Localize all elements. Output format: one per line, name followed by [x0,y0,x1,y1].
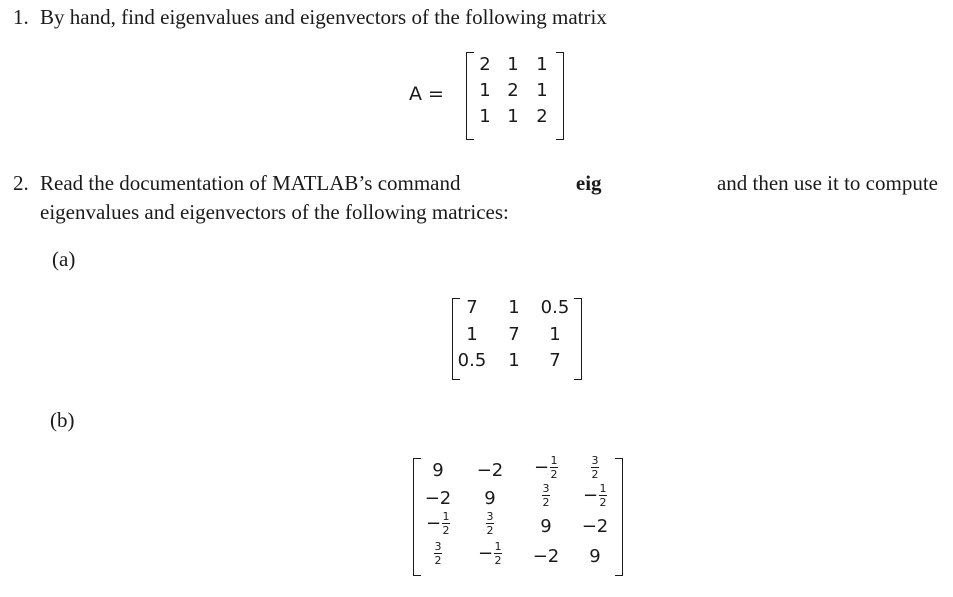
matrix-cell: 0.5 [457,350,487,371]
problem-2-line-1 [40,170,938,196]
matrix-cell: − 1 2 [425,510,450,537]
matrix-cell: 2 [536,106,548,127]
matrix-cell: 1 [507,54,519,75]
matrix-cell: −2 [424,488,452,509]
left-bracket [413,458,421,576]
left-bracket [466,52,474,140]
matrix-cell: 3 2 [486,510,494,537]
matrix-cell: 2 [507,80,519,101]
matrix-cell: 1 [479,80,491,101]
matrix-cell: 7 [549,350,561,371]
problem-1-number: 1. [13,5,29,29]
right-bracket [574,298,582,380]
right-bracket [615,458,623,576]
matrix-cell: 1 [536,80,548,101]
matrix-cell: 3 2 [434,540,442,567]
matrix-cell: 1 [536,54,548,75]
matrix-cell: −2 [476,460,504,481]
matrix-cell: 9 [484,488,496,509]
eig-command: eig [575,171,602,195]
matrix-cell: − 1 2 [533,454,558,481]
matrix-cell: − 1 2 [582,482,607,509]
problem-1-text: By hand, find eigenvalues and eigenvectors of the following matrix [40,5,607,29]
matrix-cell: 1 [549,324,561,345]
matrix-cell: 1 [507,106,519,127]
matrix-cell: 9 [589,546,601,567]
problem-2-number: 2. [13,171,29,195]
matrix-cell: 7 [508,324,520,345]
matrix-cell: 3 2 [542,482,550,509]
problem-2-line-1-pre: Read the documentation of MATLAB’s command [40,171,461,195]
matrix-cell: 1 [466,324,478,345]
problem-2-line-2: eigenvalues and eigenvectors of the following matrices: [40,200,509,224]
matrix-a-label: A = [409,83,444,105]
matrix-cell: 2 [479,54,491,75]
matrix-cell: −2 [581,516,609,537]
matrix-cell: 3 2 [591,454,599,481]
matrix-cell: 9 [432,460,444,481]
problem-2-line-1-post: and then use it to compute [716,171,938,195]
matrix-cell: 1 [508,297,520,318]
matrix-cell: 1 [508,350,520,371]
part-a-label: (a) [52,247,76,271]
matrix-cell: 0.5 [540,297,570,318]
matrix-cell: 9 [540,516,552,537]
matrix-cell: 1 [479,106,491,127]
matrix-cell: −2 [532,546,560,567]
matrix-cell: 7 [466,297,478,318]
matrix-cell: − 1 2 [477,540,502,567]
right-bracket [556,52,564,140]
part-b-label: (b) [50,408,75,432]
